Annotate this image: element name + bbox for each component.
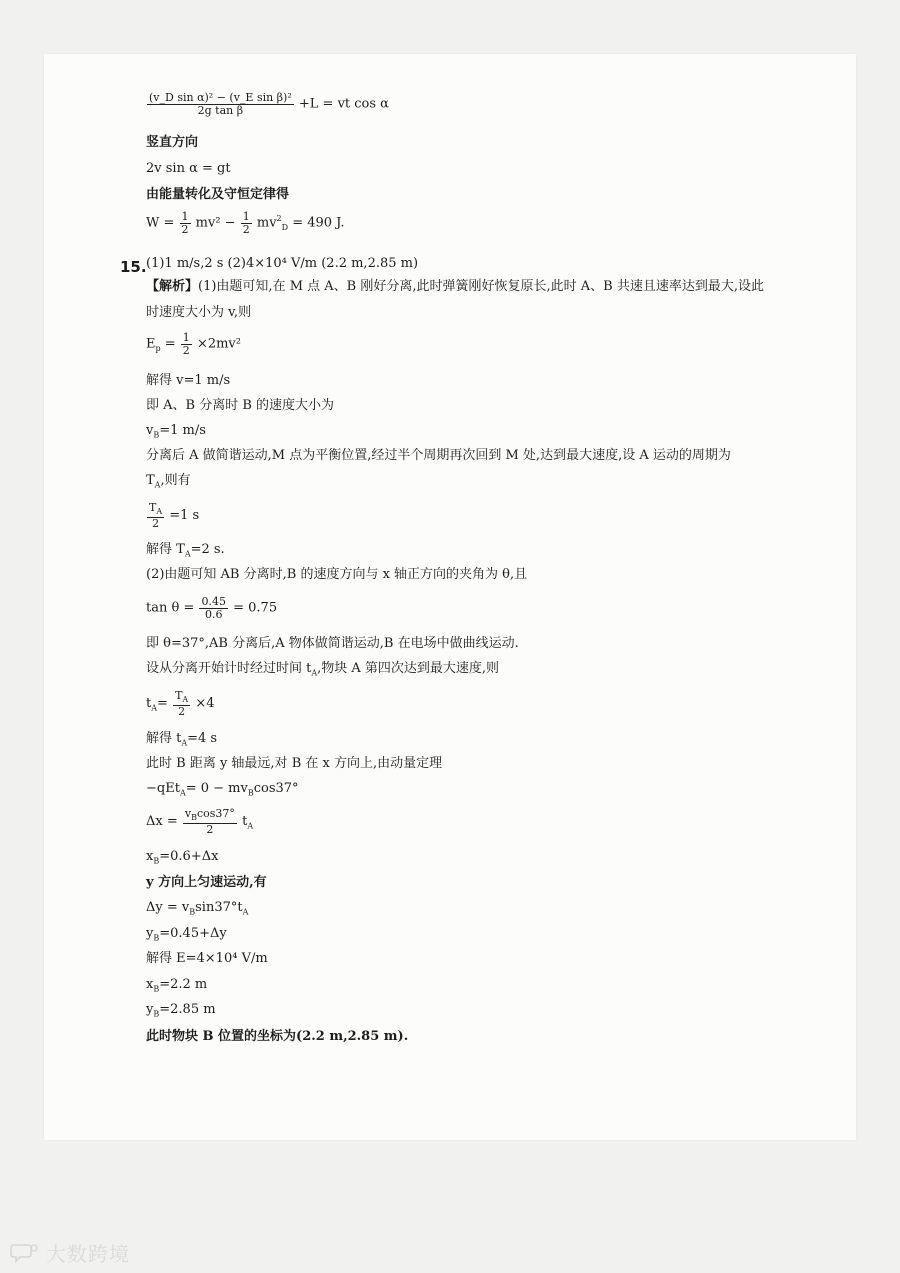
subscript: B <box>153 430 160 440</box>
paragraph-text <box>146 661 499 678</box>
equation-time <box>146 690 215 717</box>
text: sin37°t <box>195 900 243 915</box>
ep-subscript: p <box>155 344 161 354</box>
analysis-tag: 【解析】 <box>146 279 199 294</box>
subscript: A <box>181 738 188 748</box>
text: cos37° <box>253 781 299 796</box>
fraction-denominator: 2 <box>182 343 190 357</box>
result-line: 解得 v=1 m/s <box>146 373 231 388</box>
symbol: T <box>175 689 183 702</box>
text: −qEt <box>146 781 180 796</box>
fraction-numerator: 1 <box>242 210 250 223</box>
subscript: B <box>153 984 160 994</box>
equation-tan <box>146 596 277 620</box>
equation-momentum <box>146 781 299 798</box>
equation-vertical: 2v sin α = gt <box>146 161 231 176</box>
paragraph-text: 时速度大小为 v,则 <box>146 305 252 320</box>
symbol: T <box>146 473 155 488</box>
text-line: 即 A、B 分离时 B 的速度大小为 <box>146 398 335 413</box>
work-label: W = <box>146 215 175 231</box>
text: Δy = v <box>146 900 190 915</box>
value: =1 s <box>169 508 200 524</box>
fraction <box>199 596 228 620</box>
paragraph-text: (2)由题可知 AB 分离时,B 的速度方向与 x 轴正方向的夹角为 θ,且 <box>146 567 528 582</box>
equation-horizontal <box>146 92 389 116</box>
value: =4 s <box>187 731 218 746</box>
fraction-numerator: 1 <box>182 331 190 344</box>
fraction-numerator <box>147 502 164 518</box>
subscript: B <box>247 788 254 798</box>
equation-work: W = $\frac{1}{2}$ mv² − $\frac{1}{2}$ $mv^2_D = 490$ J. <box>146 210 345 236</box>
text: 解得 T <box>146 542 185 557</box>
result-line <box>146 731 217 748</box>
fraction-denominator: 0.6 <box>204 607 223 621</box>
term-mv2: mv² − <box>195 215 236 231</box>
fraction-numerator: 1 <box>181 210 189 223</box>
symbol: y <box>146 926 154 941</box>
equation-yb <box>146 926 227 943</box>
fraction-denominator: 2 <box>152 516 160 530</box>
text: ,物块 A 第四次达到最大速度,则 <box>317 661 500 676</box>
symbol: x <box>146 849 154 864</box>
subscript: A <box>179 788 186 798</box>
result-xb <box>146 977 207 994</box>
subscript: B <box>189 907 196 917</box>
value: =0.45+Δy <box>159 926 227 941</box>
fraction-numerator: 0.45 <box>201 595 226 608</box>
final-conclusion: 此时物块 B 位置的坐标为(2.2 m,2.85 m). <box>146 1029 409 1044</box>
text: cos37° <box>197 807 235 820</box>
fraction <box>173 690 190 717</box>
value: =0.6+Δx <box>159 849 219 864</box>
equation-dy <box>146 900 248 917</box>
fraction-denominator: 2g tan β <box>197 103 244 117</box>
paragraph-text: (1)由题可知,在 M 点 A、B 刚好分离,此时弹簧刚好恢复原长,此时 A、B 共速且速率达到最大,设此 <box>198 279 764 294</box>
text-vertical-direction: 竖直方向 <box>146 135 199 150</box>
result-line <box>146 542 225 559</box>
equation-dx <box>146 808 253 835</box>
equation-xb <box>146 849 218 866</box>
equals: = <box>157 696 168 712</box>
paragraph-text: y 方向上匀速运动,有 <box>146 875 267 890</box>
fraction-denominator: 2 <box>181 222 189 236</box>
paragraph-text: 分离后 A 做简谐运动,M 点为平衡位置,经过半个周期再次回到 M 处,达到最大速度,设 A 运动的周期为 <box>146 448 731 463</box>
value: = 0.75 <box>233 600 278 616</box>
subscript: A <box>184 549 191 559</box>
subscript: B <box>153 1009 160 1019</box>
tan-label: tan θ = <box>146 600 195 616</box>
result-yb <box>146 1002 216 1019</box>
subscript: A <box>154 480 161 490</box>
subscript: B <box>191 813 197 823</box>
text: 解得 t <box>146 731 182 746</box>
symbol: T <box>149 501 157 514</box>
value: =2 s. <box>190 542 225 557</box>
answer-line: (1)1 m/s,2 s (2)4×10⁴ V/m (2.2 m,2.85 m) <box>146 256 419 271</box>
subscript: A <box>182 695 189 705</box>
subscript: A <box>242 907 249 917</box>
ep-symbol: E <box>146 336 156 352</box>
symbol: t <box>146 696 152 712</box>
fraction-numerator <box>173 690 190 706</box>
fraction-denominator: 2 <box>242 222 250 236</box>
subscript: A <box>151 703 158 713</box>
symbol: x <box>146 977 154 992</box>
watermark-text: 大数跨境 <box>46 1242 130 1266</box>
fraction-denominator: 2 <box>206 822 214 836</box>
text: ,则有 <box>160 473 191 488</box>
paragraph-text: 此时 B 距离 y 轴最远,对 B 在 x 方向上,由动量定理 <box>146 756 443 771</box>
symbol: t <box>242 814 248 830</box>
fraction <box>183 808 237 835</box>
value: ×4 <box>195 696 215 712</box>
symbol: y <box>146 1002 154 1017</box>
fraction-denominator: 2 <box>178 704 186 718</box>
subscript: B <box>153 856 160 866</box>
fraction-half <box>241 211 252 235</box>
work-result: = 490 J. <box>292 215 345 231</box>
value: =1 m/s <box>159 423 206 438</box>
result-line: 解得 E=4×10⁴ V/m <box>146 951 268 966</box>
fraction <box>147 92 294 116</box>
term-mvd: mv <box>256 215 277 231</box>
value: =2.2 m <box>159 977 208 992</box>
equation-half-period <box>146 502 199 529</box>
fraction <box>147 502 164 529</box>
fraction-numerator: (v_D sin α)² − (v_E sin β)² <box>149 91 292 104</box>
speech-bubble-icon <box>10 1242 40 1264</box>
fraction-half <box>180 211 191 235</box>
subscript: A <box>247 821 254 831</box>
value: =2.85 m <box>159 1002 216 1017</box>
subscript: A <box>156 507 163 517</box>
paragraph-text <box>146 473 191 490</box>
text-energy-conservation: 由能量转化及守恒定律得 <box>146 187 290 202</box>
fraction-numerator <box>183 808 237 824</box>
text: Δx = <box>146 814 178 830</box>
symbol: v <box>146 423 154 438</box>
subscript: B <box>153 933 160 943</box>
symbol: v <box>184 807 192 820</box>
equation-rest: +L = vt cos α <box>298 96 389 112</box>
text: = 0 − mv <box>185 781 248 796</box>
question-number: 15. <box>120 258 147 276</box>
analysis-paragraph-1 <box>146 279 764 295</box>
watermark <box>10 1238 130 1267</box>
equation-ep: $E_p$ = $\frac{1}{2}$ ×2mv² <box>146 331 241 357</box>
subscript: A <box>311 668 318 678</box>
text: 设从分离开始计时经过时间 t <box>146 661 312 676</box>
ep-right: ×2mv² <box>196 336 241 352</box>
fraction-half <box>181 332 192 356</box>
paragraph-text: 即 θ=37°,AB 分离后,A 物体做简谐运动,B 在电场中做曲线运动. <box>146 636 519 651</box>
result-line <box>146 423 206 440</box>
